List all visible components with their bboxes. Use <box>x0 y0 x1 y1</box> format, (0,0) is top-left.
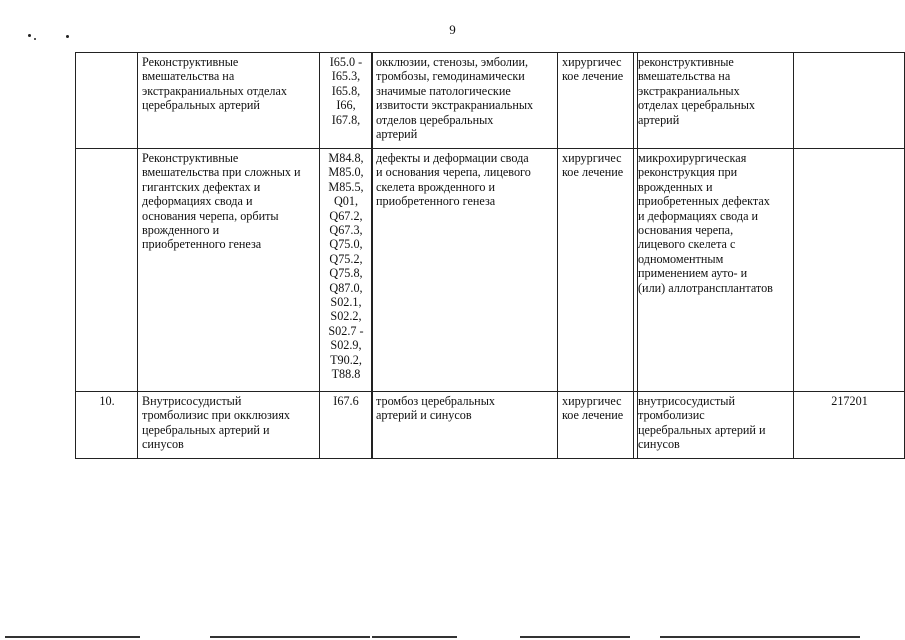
patient-model-cell <box>372 149 558 392</box>
diagnosis-code: S02.2, <box>330 309 362 324</box>
scan-artifact-line <box>520 636 630 638</box>
scan-artifact-line <box>5 636 140 638</box>
diagnosis-code: Q75.0, <box>329 237 363 252</box>
table-row <box>76 53 905 149</box>
cell-text-line: деформациях свода и <box>142 194 253 209</box>
diagnosis-code: S02.7 - <box>328 323 364 338</box>
cell-text-line: церебральных артерий и <box>638 422 766 437</box>
cell-text-line: реконструкция при <box>638 165 738 180</box>
diagnosis-code: I65.0 - <box>329 55 363 69</box>
cell-text-line: (или) аллотрансплантатов <box>638 280 773 295</box>
price-cell <box>794 149 905 392</box>
table-row <box>76 392 905 459</box>
cell-text-line: тромболизис <box>638 408 705 423</box>
diagnosis-code: S02.1, <box>330 295 362 310</box>
cell-text-line: кое лечение <box>562 69 624 84</box>
cell-text-line: экстракраниальных <box>638 83 740 98</box>
cell-text-line: тромбозы, гемодинамически <box>376 69 525 84</box>
cell-text-line: приобретенных дефектах <box>638 194 770 209</box>
cell-text-line: артерий и синусов <box>376 408 472 423</box>
scan-artifact-line <box>660 636 860 638</box>
cell-text-line: врожденных и <box>638 179 713 194</box>
service-name-cell <box>138 53 320 149</box>
scan-artifact-line <box>210 636 370 638</box>
scan-artifact-line <box>372 636 457 638</box>
diagnosis-code: S02.9, <box>330 338 362 353</box>
diagnosis-codes-cell <box>320 392 372 459</box>
cell-text-line: артерий <box>638 112 680 127</box>
cell-text-line: хирургичес <box>562 151 622 165</box>
cell-text-line: тромбоз церебральных <box>376 394 495 408</box>
cell-text-line: извитости экстракраниальных <box>376 98 534 113</box>
diagnosis-code: Q01, <box>333 194 359 209</box>
cell-text-line: кое лечение <box>562 165 624 180</box>
cell-text-line: лицевого скелета с <box>638 237 736 252</box>
cell-text-line: артерий <box>376 127 418 142</box>
table-body <box>76 53 905 459</box>
double-border-line <box>372 52 373 458</box>
service-name-cell <box>138 149 320 392</box>
medical-services-table <box>75 52 905 459</box>
cell-text-line: вмешательства на <box>638 69 731 84</box>
patient-model-cell <box>372 392 558 459</box>
diagnosis-code: I67.8, <box>331 112 361 127</box>
cell-text-line: хирургичес <box>562 55 622 69</box>
cell-text-line: скелета врожденного и <box>376 179 496 194</box>
scan-speck <box>34 38 36 40</box>
cell-text-line: хирургичес <box>562 394 622 408</box>
diagnosis-code: Q67.2, <box>329 208 363 223</box>
diagnosis-code: Q67.3, <box>329 223 363 238</box>
cell-text-line: экстракраниальных отделах <box>142 83 288 98</box>
diagnosis-code: I67.6 <box>333 394 359 408</box>
cell-text-line: дефекты и деформации свода <box>376 151 529 165</box>
diagnosis-code: I65.3, <box>331 69 361 84</box>
cell-text-line: основания черепа, <box>638 223 734 238</box>
diagnosis-code: Q75.2, <box>329 251 363 266</box>
cell-text-line: вмешательства при сложных и <box>142 165 301 180</box>
cell-text-line: тромболизис при окклюзиях <box>142 408 291 423</box>
cell-text-line: микрохирургическая <box>638 151 747 165</box>
cell-text-line: церебральных артерий и <box>142 422 270 437</box>
cell-text-line: церебральных артерий <box>142 98 260 113</box>
treatment-method-cell <box>634 392 794 459</box>
diagnosis-code: Q75.8, <box>329 266 363 281</box>
price-cell: 217201 <box>794 392 905 459</box>
cell-text-line: кое лечение <box>562 408 624 423</box>
table-row <box>76 149 905 392</box>
page-number: 9 <box>449 22 456 37</box>
diagnosis-code: T88.8 <box>331 367 361 382</box>
scan-speck <box>66 35 69 38</box>
cell-text-line: Реконструктивные <box>142 151 239 165</box>
treatment-type-cell <box>558 149 634 392</box>
diagnosis-code: Q87.0, <box>329 280 363 295</box>
cell-text-line: синусов <box>142 437 184 452</box>
cell-text-line: внутрисосудистый <box>638 394 736 408</box>
scan-speck <box>28 34 31 37</box>
diagnosis-codes-cell <box>320 149 372 392</box>
treatment-method-cell <box>634 53 794 149</box>
diagnosis-code: M85.5, <box>328 179 364 194</box>
row-number-cell <box>76 149 138 392</box>
treatment-type-cell <box>558 53 634 149</box>
cell-text-line: значимые патологические <box>376 83 511 98</box>
cell-text-line: Реконструктивные <box>142 55 239 69</box>
diagnosis-code: T90.2, <box>330 352 362 367</box>
diagnosis-code: I66, <box>336 98 356 113</box>
cell-text-line: реконструктивные <box>638 55 734 69</box>
cell-text-line: отделах церебральных <box>638 98 756 113</box>
cell-text-line: применением ауто- и <box>638 266 748 281</box>
cell-text-line: одномоментным <box>638 251 724 266</box>
row-number-cell: 10. <box>76 392 138 459</box>
cell-text-line: окклюзии, стенозы, эмболии, <box>376 55 529 69</box>
treatment-method-cell <box>634 149 794 392</box>
cell-text-line: синусов <box>638 437 680 452</box>
diagnosis-codes-cell <box>320 53 372 149</box>
cell-text-line: и основания черепа, лицевого <box>376 165 531 180</box>
cell-text-line: основания черепа, орбиты <box>142 208 279 223</box>
cell-text-line: врожденного и <box>142 223 220 238</box>
diagnosis-code: I65.8, <box>331 83 361 98</box>
cell-text-line: и деформациях свода и <box>638 208 759 223</box>
cell-text-line: отделов церебральных <box>376 112 494 127</box>
price-cell <box>794 53 905 149</box>
double-border-line <box>637 52 638 458</box>
row-number-cell <box>76 53 138 149</box>
cell-text-line: вмешательства на <box>142 69 235 84</box>
diagnosis-code: M85.0, <box>328 165 364 180</box>
service-name-cell <box>138 392 320 459</box>
patient-model-cell <box>372 53 558 149</box>
cell-text-line: Внутрисосудистый <box>142 394 242 408</box>
cell-text-line: гигантских дефектах и <box>142 179 261 194</box>
cell-text-line: приобретенного генеза <box>142 237 262 252</box>
diagnosis-code: M84.8, <box>328 151 364 165</box>
cell-text-line: приобретенного генеза <box>376 194 496 209</box>
treatment-type-cell <box>558 392 634 459</box>
